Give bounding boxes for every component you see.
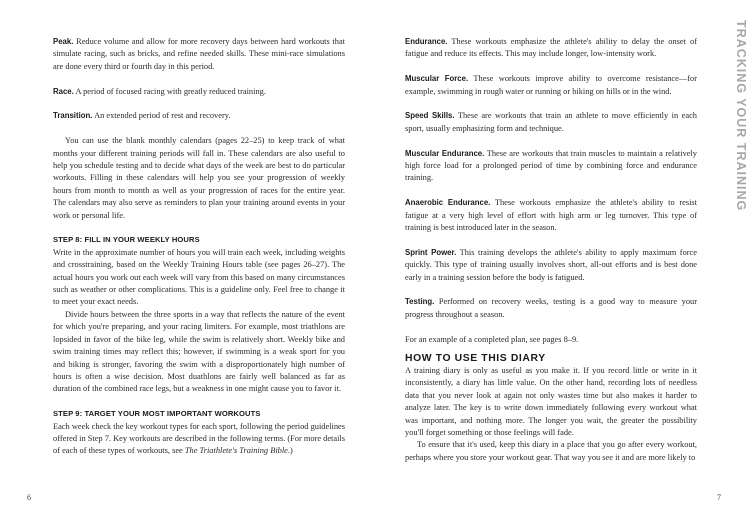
period-transition [53,110,345,122]
workout-anaerobic-endurance [405,197,697,234]
term-description: A period of focused racing with greatly reduced training. [73,86,266,96]
workout-speed-skills [405,110,697,135]
workout-sprint-power [405,247,697,284]
step-9-text-start: Each week check the key workout types for each sport, following the period guidelines offered in Step 7. Key workouts are described in the following terms. (For more details of each of these types of workouts, see [53,421,345,456]
workout-testing [405,296,697,321]
book-title: The Triathlete's Training Bible [184,446,288,456]
calendar-paragraph: You can use the blank monthly calendars (pages 22–25) to keep track of what months your different training periods will fall in. These calendars are also useful to help you schedule testing and to decide what days of the week are best to do particular workouts. Filling in these calendars will help you see your progression of weekly hours from month to month as well as your progression of races for the entire year. The calendars may also serve as reminders to plan your training around events in your work or personal life. [53,136,345,220]
how-to-use-heading: HOW TO USE THIS DIARY [405,353,546,365]
term-label: Transition. [53,111,93,121]
step-9-paragraph [53,421,345,458]
term-description: This training develops the athlete's ability to apply maximum force quickly. This type of training usually involves short, all-out efforts and is best done early in a training session before the body is fatigued. [405,247,697,282]
how-to-paragraph-2: To ensure that it's used, keep this diary in a place that you go after every workout, perhaps where you store your workout gear. That way you see it and are more likely to [405,440,697,462]
term-label: Muscular Endurance. [405,148,485,158]
step-9-text-end: .) [287,446,293,456]
term-description: An extended period of rest and recovery. [92,111,231,121]
term-description: Reduce volume and allow for more recovery days between hard workouts that simulate racing, such as bricks, and refine needed skills. These mini-race simulations are done every third or fourth day in this period. [53,37,345,71]
term-label: Testing. [405,297,435,307]
term-label: Sprint Power. [405,247,457,257]
step-8-heading: STEP 8: FILL IN YOUR WEEKLY HOURS [53,235,200,245]
term-label: Endurance. [405,37,448,46]
term-description: These workouts emphasize the athlete's ability to delay the onset of fatigue and reduce its effects. This may include longer, low-intensity work. [405,37,697,59]
term-label: Peak. [53,37,74,46]
step-9-heading: STEP 9: TARGET YOUR MOST IMPORTANT WORKOUTS [53,409,261,419]
term-description: These workouts improve ability to overcome resistance—for example, swimming in rough water or running or biking on hills or in the wind. [405,74,697,96]
step-8-paragraph-1: Write in the approximate number of hours you will train each week, including weights and crosstraining, based on the Weekly Training Hours table (see pages 26–27). The actual hours you work out each week will vary from this based on many circumstances such as weather or other complications. This is a guideline only. Feel free to change it to meet your exact needs. [53,247,345,307]
side-title-text: TRACKING YOUR TRAINING [734,20,748,212]
term-label: Anaerobic Endurance. [405,198,491,208]
term-description: These are workouts that train an athlete to move efficiently in each sport, usually emphasizing form and technique. [405,111,697,133]
page-number: 7 [717,493,721,502]
right-page [375,0,750,519]
term-label: Speed Skills. [405,111,455,121]
workout-muscular-force [405,73,697,98]
period-peak [53,36,345,73]
term-description: These are workouts that train muscles to maintain a relatively high force load for a prolonged period of time by combining force and endurance training. [405,148,697,183]
page-number: 6 [27,493,31,502]
term-label: Race. [53,86,74,96]
running-head-vertical [733,20,750,215]
workout-muscular-endurance [405,148,697,185]
step-8-paragraph-2: Divide hours between the three sports in a way that reflects the nature of the event for which you're preparing, and your racing limiters. For example, most triathlons are lopsided in favor of the bike leg, while the swim is relatively short. Weekly bike and swim training times may reflect this; however, if swimming is a weak sport for you and biking is stronger, favoring the swim with a disproportionately high number of hours is often a wise decision. Most duathlons are fairly well balanced as far as duration of the combined race legs, but a weakness in one might cause you to favor it. [53,309,345,394]
how-to-paragraph-1: A training diary is only as useful as you make it. If you record little or write in it inconsistently, a diary has little value. On the other hand, recording lots of needless data that you never look at again not only wastes time but also makes it harder to analyze later. The key is to write down immediately following every workout what was important, and nothing more. The longer you wait, the greater the possibility you'll forget something or those feelings will fade. [405,366,697,438]
period-race [53,86,345,98]
term-description: Performed on recovery weeks, testing is a good way to measure your progress throughout a season. [405,297,697,319]
term-label: Muscular Force. [405,74,469,84]
example-plan-line: For an example of a completed plan, see pages 8–9. [405,334,579,344]
left-page-text [53,36,345,458]
term-description: These workouts emphasize the athlete's ability to resist fatigue at a very high level of effort with high arm or leg turnover. This type of training is best introduced later in the season. [405,198,697,233]
right-page-text [405,36,697,464]
workout-endurance [405,36,697,61]
